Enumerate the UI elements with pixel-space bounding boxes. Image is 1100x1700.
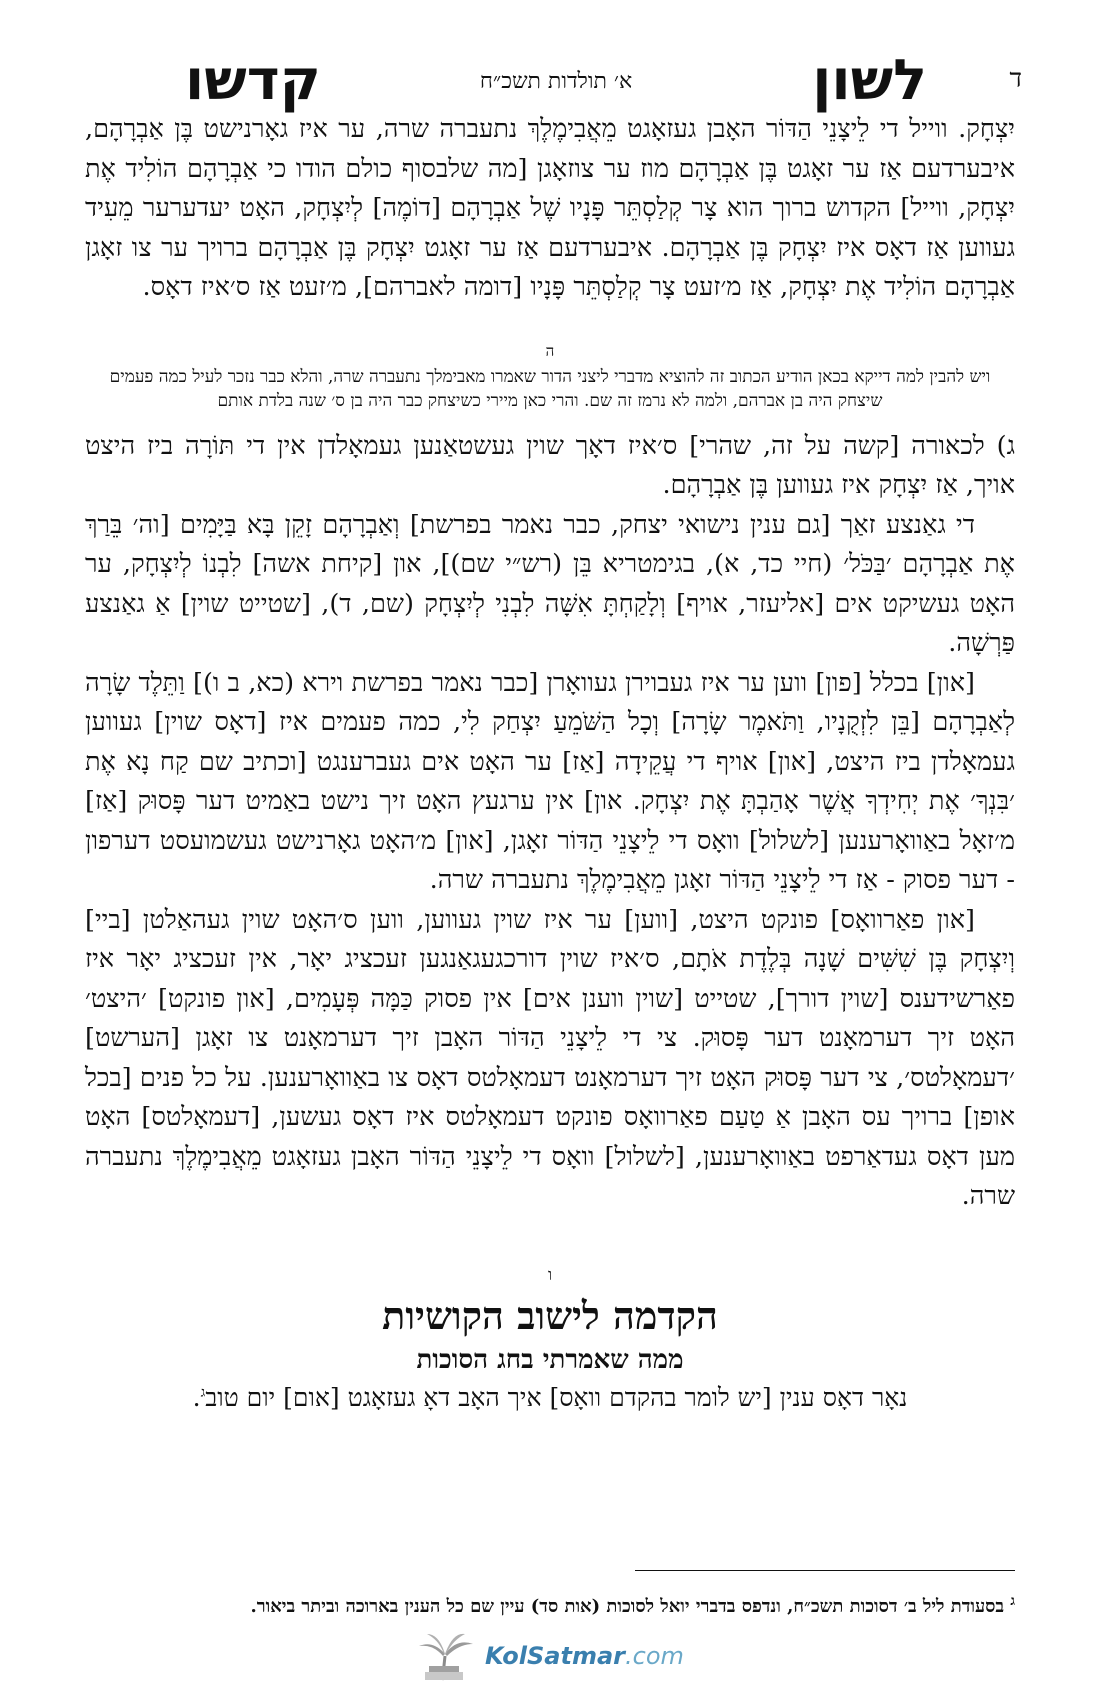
palm-tree-logo-icon <box>415 1630 477 1684</box>
section-subtitle: ממה שאמרתי בחג הסוכות <box>416 1344 684 1375</box>
paragraph-opening: יִצְחָק. ווייל די לֵיצָנֵי הַדּוֹר האָבן געזאָגט מֵאֲבִימֶלֶךְ נתעברה שרה, ער איז גאָרנישט בֶּן אַבְרָהָם, איבערדעם אַז ער זאָגט בֶּן אַבְרָהָם מוז ער צוזאָגן [מה שלבסוף כולם הודו כי אַבְרָהָם הוֹלִיד אֶת יִצְחָק, ווייל] הקדוש ברוך הוא צָר קְלַסְתֵּר פָּנָיו שֶׁל אַבְרָהָם [דוֹמֶה] לְיִצְחָק, האָט יעדערער מֵעִיד געווען אַז דאָס איז יִצְחָק בֶּן אַבְרָהָם. איבערדעם אַז ער זאָגט יִצְחָק בֶּן אַבְרָהָם ברויך ער צו זאָגן אַבְרָהָם הוֹלִיד אֶת יִצְחָק, אַז מ׳זעט צָר קְלַסְתֵּר פָּנָיו [דומה לאברהם], מ׳זעט אַז ס׳איז דאָס. <box>85 114 1015 302</box>
footnote-mark: ג <box>1010 1593 1015 1609</box>
paragraph-gimel: ג) לכאורה [קשה על זה, שהרי] ס׳איז דאָך שוין געשטאַנען געמאָלדן אין די תּוֹרָה ביז היצט אויך, אַז יִצְחָק איז געווען בֶּן אַבְרָהָם. <box>85 430 1015 500</box>
brand-name-main: KolSatmar <box>485 1642 625 1670</box>
summary-note: ויש להבין למה דייקא בכאן הודיע הכתוב זה להוציא מדברי ליצני הדור שאמרו מאבימלך נתעברה שרה, והלא כבר נזכר לעיל כמה פעמים שיצחק היה בן אברהם, ולמה לא נרמז זה שם. והרי כאן מיירי כשיצחק כבר היה בן ס׳ שנה בלדת אותם <box>109 366 991 411</box>
main-text <box>85 110 1015 1413</box>
brand-name <box>485 1642 684 1670</box>
section-marker-vav: ו <box>547 1264 553 1284</box>
paragraph-in-general: [און] בכלל [פון] ווען ער איז געבוירן געוואָרן [כבר נאמר בפרשת וירא (כא, ב ו)] וַתֵּלֶד שָׂרָה לְאַבְרָהָם [בֵּן לִזְקֻנָיו, וַתֹּאמֶר שָׂרָה] וְכָל הַשֹּׁמֵעַ יִצְחַק לִי, כמה פעמים איז [דאָס שוין] געווען געמאָלדן ביז היצט, [און] אויף די עֲקֵידָה [אַז] ער האָט אים געברענגט [וכתיב שם קַח נָא אֶת ׳בִּנְךָ׳ אֶת יְחִידְךָ אֲשֶׁר אָהַבְתָּ אֶת יִצְחָק. און] אין ערגעץ האָט זיך נישט באַמיט דער פָּסוּק [אַז] מ׳זאָל באַוואָרענען [לשלול] וואָס די לֵיצָנֵי הַדּוֹר זאָגן, [און] מ׳האָט גאָרנישט געשמועסט דערפון - דער פסוק - אַז די לֵיצָנֵי הַדּוֹר זאָגן מֵאֲבִימֶלֶךְ נתעברה שרה. <box>85 667 1015 895</box>
page-number: ד <box>1009 64 1022 94</box>
brand-name-tld: .com <box>625 1642 684 1670</box>
footnote-divider <box>635 1570 1015 1571</box>
section-marker-he: ה <box>545 341 555 360</box>
footnote-ref[interactable]: ג <box>200 1384 206 1401</box>
section-title: הקדמה לישוב הקושיות <box>382 1292 718 1338</box>
paragraph-whole-matter: די גאַנצע זאַך [גם ענין נישואי יצחק, כבר נאמר בפרשת] וְאַבְרָהָם זָקֵן בָּא בַּיָּמִים [וה׳ בֵּרַךְ אֶת אַבְרָהָם ׳בַּכֹּל׳ (חיי כד, א), בגימטריא בֵּן (רש״י שם)], און [קיחת אשה] לִבְנוֹ לְיִצְחָק, ער האָט געשיקט אים [אליעזר, אויף] וְלָקַחְתָּ אִשָּׁה לִבְנִי לְיִצְחָק (שם, ד), [שטייט שוין] אַ גאַנצע פַּרְשָׁה. <box>85 509 1015 658</box>
kolsatmar-watermark <box>415 1630 705 1684</box>
paragraph-why-now: [און פאַרוואָס] פונקט היצט, [ווען] ער איז שוין געווען, ווען ס׳האָט שוין געהאַלטן [ביי] וְיִצְחָק בֶּן שִׁשִּׁים שָׁנָה בְּלֶדֶת אֹתָם, ס׳איז שוין דורכגעגאַנגען זעכציג יאָר, אין זעכציג יאָר איז פאַרשידענס [שוין דורך], שטייט [שוין ווענן אים] אין פסוק כַּמָּה פְּעָמִים, [און פונקט] ׳היצט׳ האָט זיך דערמאָנט דער פָּסוּק. צי די לֵיצָנֵי הַדּוֹר האָבן זיך דערמאָנט צו זאָגן [הערשט] ׳דעמאָלטס׳, צי דער פָּסוּק האָט זיך דערמאָנט דעמאָלטס דאָס צו באַוואָרענען. על כל פנים [בכל אופן] ברויך עס האָבן אַ טַעַם פאַרוואָס פונקט דעמאָלטס איז דאָס געשען, [דעמאָלטס] האָט מען דאָס געדאַרפט באַוואָרענען, [לשלול] וואָס די לֵיצָנֵי הַדּוֹר האָבן געזאָגט מֵאֲבִימֶלֶךְ נתעברה שרה. <box>85 904 1015 1211</box>
footnote-text: בסעודת ליל ב׳ דסוכות תשכ״ח, ונדפס בדברי יואל לסוכות (אות סד) עיין שם כל הענין בארוכה וביתר ביאור. <box>250 1596 1005 1617</box>
footnote <box>85 1588 1015 1620</box>
section-intro-line: נאָר דאָס ענין [יש לומר בהקדם וואָס] איך האָב דאָ געזאָגט [אום] יום טוב$^ג$. <box>192 1382 908 1412</box>
running-title-left: קדשו <box>185 48 321 113</box>
intro-text: נאָר דאָס ענין [יש לומר בהקדם וואָס] איך האָב דאָ געזאָגט [אום] יום טוב <box>205 1382 908 1412</box>
running-subtitle: א׳ תולדות תשכ״ח <box>479 69 633 94</box>
running-title-right: לשון <box>812 48 927 113</box>
